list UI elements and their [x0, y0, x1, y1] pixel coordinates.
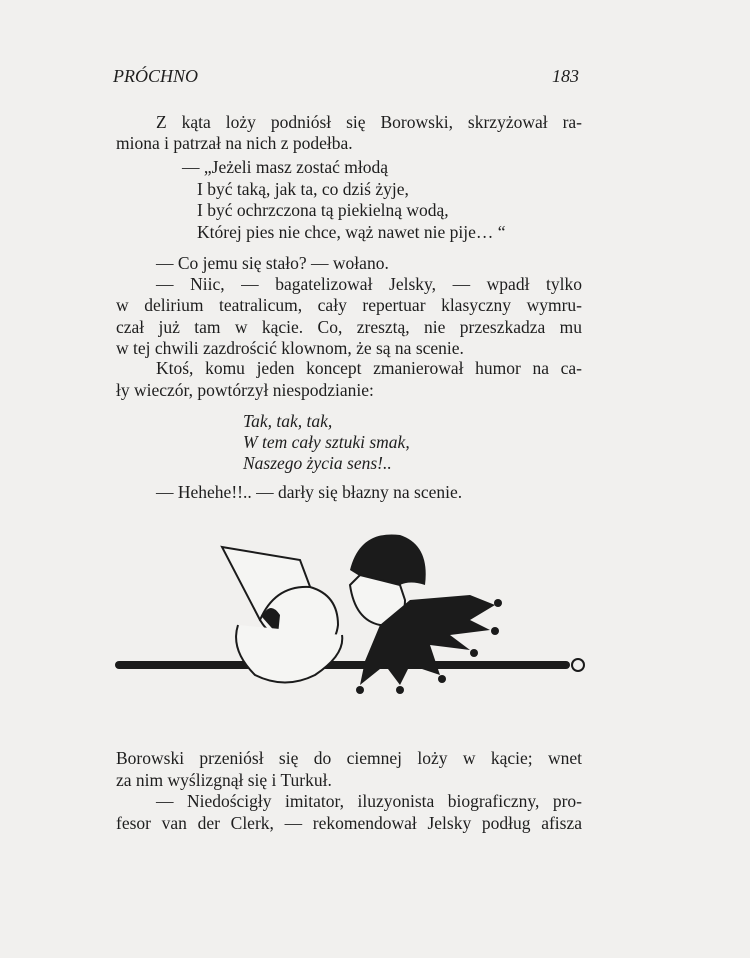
text-line: ły wieczór, powtórzył niespodzianie:: [116, 380, 374, 400]
text-line: za nim wyślizgnął się i Turkuł.: [116, 770, 332, 790]
verse-line: Której pies nie chce, wąż nawet nie pije… “: [197, 222, 506, 242]
verse-line: Tak, tak, tak,: [243, 411, 333, 431]
text-line: fesor van der Clerk, — rekomendował Jelsky podług afisza: [116, 813, 582, 833]
text-line: — Niic, — bagatelizował Jelsky, — wpadł tylko: [156, 274, 582, 294]
text-line: w tej chwili zazdrościć klownom, że są na scenie.: [116, 338, 464, 358]
text-line: — Hehehe!!.. — darły się błazny na scenie.: [156, 482, 463, 502]
clowns-illustration: [110, 525, 590, 710]
verse-line: W tem cały sztuki smak,: [243, 432, 410, 452]
text-line: Borowski przeniósł się do ciemnej loży w kącie; wnet: [116, 748, 582, 768]
text-line: — Niedościgły imitator, iluzyonista biograficzny, pro-: [156, 791, 582, 811]
running-title: PRÓCHNO: [113, 66, 198, 86]
verse-line: — „Jeżeli masz zostać młodą: [182, 157, 389, 177]
text-line: — Co jemu się stało? — wołano.: [156, 253, 389, 273]
text-line: miona i patrzał na nich z podełba.: [116, 133, 353, 153]
verse-line: Naszego życia sens!..: [243, 453, 392, 473]
verse-line: I być ochrzczona tą piekielną wodą,: [197, 200, 449, 220]
text-line: Ktoś, komu jeden koncept zmanierował humor na ca-: [156, 358, 582, 378]
text-line: czał już tam w kącie. Co, zresztą, nie przeszkadza mu: [116, 317, 582, 337]
text-line: w delirium teatralicum, cały repertuar klasyczny wymru-: [116, 295, 582, 315]
verse-line: I być taką, jak ta, co dziś żyje,: [197, 179, 409, 199]
text-line: Z kąta loży podniósł się Borowski, skrzyżował ra-: [156, 112, 582, 132]
page-number: 183: [552, 66, 579, 86]
